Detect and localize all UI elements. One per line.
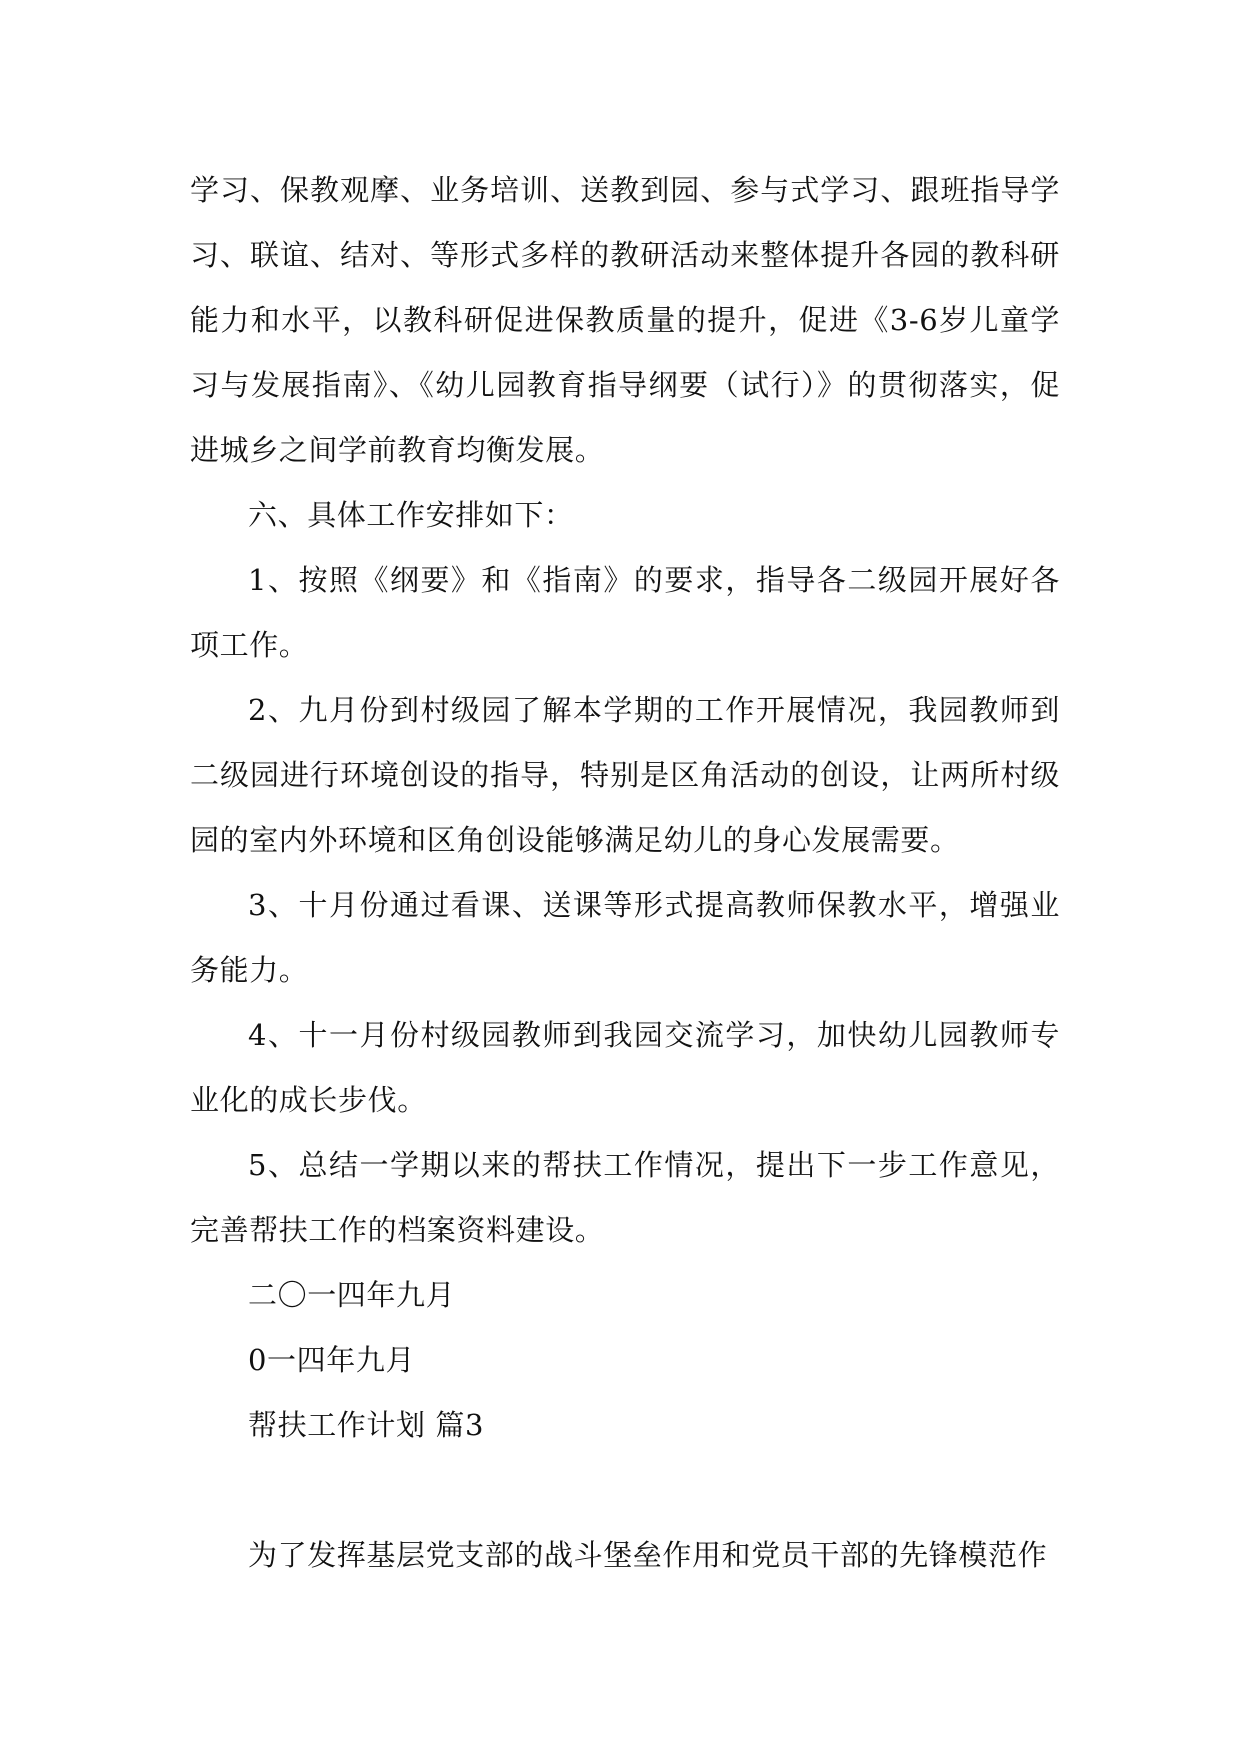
paragraph-next-intro: 为了发挥基层党支部的战斗堡垒作用和党员干部的先锋模范作: [248, 1538, 1048, 1572]
date-line-1: 二〇一四年九月: [248, 1278, 456, 1312]
blank-line: [190, 1458, 1060, 1523]
section-title: 帮扶工作计划 篇3: [248, 1408, 485, 1442]
list-item-5: 5、总结一学期以来的帮扶工作情况，提出下一步工作意见，完善帮扶工作的档案资料建设。: [190, 1148, 1060, 1247]
list-item-2: 2、九月份到村级园了解本学期的工作开展情况，我园教师到二级园进行环境创设的指导，特别是区角活动的创设，让两所村级园的室内外环境和区角创设能够满足幼儿的身心发展需要。: [190, 693, 1060, 857]
list-item-4: 4、十一月份村级园教师到我园交流学习，加快幼儿园教师专业化的成长步伐。: [190, 1018, 1060, 1117]
list-item-3: 3、十月份通过看课、送课等形式提高教师保教水平，增强业务能力。: [190, 888, 1060, 987]
paragraph-intro-continued: 学习、保教观摩、业务培训、送教到园、参与式学习、跟班指导学习、联谊、结对、等形式多样的教研活动来整体提升各园的教科研能力和水平，以教科研促进保教质量的提升，促进《3-6岁儿童学习与发展指南》、《幼儿园教育指导纲要（试行）》的贯彻落实，促进城乡之间学前教育均衡发展。: [190, 173, 1060, 467]
list-item-1: 1、按照《纲要》和《指南》的要求，指导各二级园开展好各项工作。: [190, 563, 1060, 662]
date-line-2: 0一四年九月: [248, 1343, 416, 1377]
document-body: [190, 158, 1060, 1588]
section-heading-six: 六、具体工作安排如下：: [248, 498, 574, 532]
